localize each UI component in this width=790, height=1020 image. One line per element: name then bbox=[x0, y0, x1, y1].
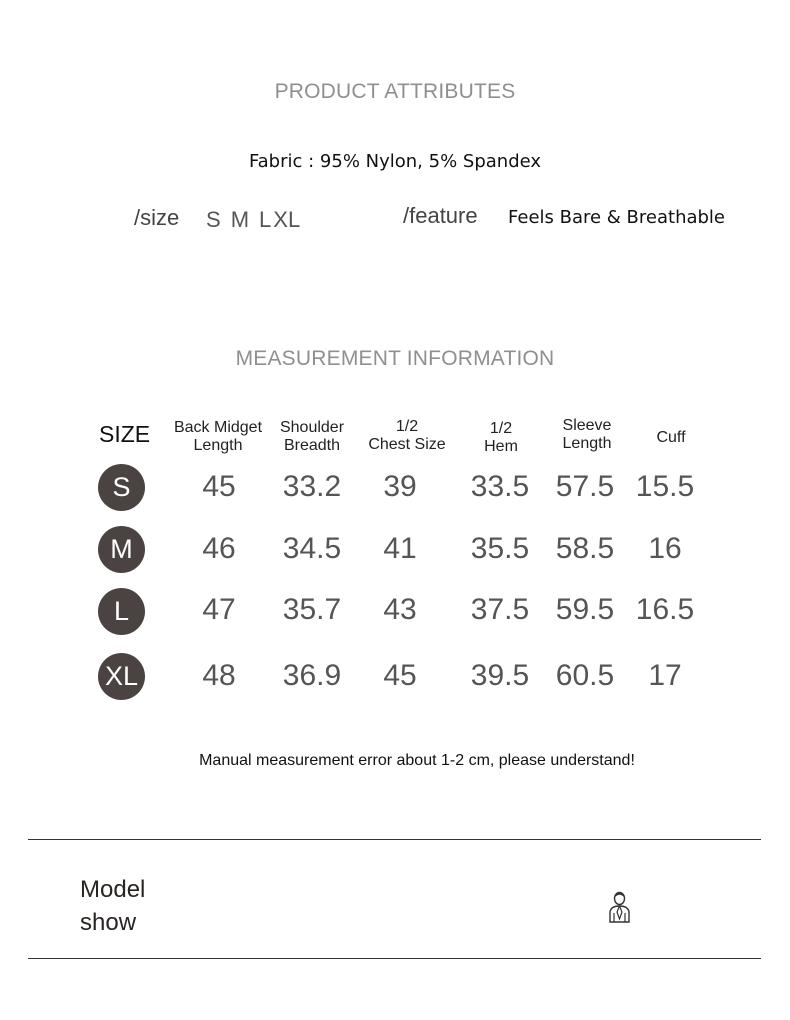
cell-s-chest: 39 bbox=[383, 470, 417, 503]
feature-value: Feels Bare & Breathable bbox=[508, 207, 726, 228]
cell-l-hem: 37.5 bbox=[470, 593, 530, 626]
column-header-line: Sleeve bbox=[562, 417, 612, 434]
cell-l-back-length: 47 bbox=[202, 593, 236, 626]
model-person-icon bbox=[607, 891, 632, 928]
cell-l-shoulder: 35.7 bbox=[282, 593, 342, 626]
column-header-line: Cuff bbox=[656, 429, 686, 446]
cell-xl-hem: 39.5 bbox=[470, 659, 530, 692]
cell-s-cuff: 15.5 bbox=[635, 470, 695, 503]
size-badge-m: M bbox=[98, 526, 145, 573]
column-header-line: Chest Size bbox=[368, 436, 446, 453]
column-header-chest bbox=[362, 418, 452, 454]
size-badge-s: S bbox=[98, 464, 145, 511]
size-value-m: M bbox=[230, 207, 250, 232]
column-header-line: Shoulder bbox=[279, 419, 345, 436]
cell-s-hem: 33.5 bbox=[470, 470, 530, 503]
column-header-back-length bbox=[165, 419, 271, 455]
measurement-note: Manual measurement error about 1-2 cm, please understand! bbox=[199, 752, 635, 769]
size-value-s: S bbox=[206, 207, 221, 232]
feature-label: /feature bbox=[403, 203, 478, 228]
column-header-line: 1/2 bbox=[395, 418, 419, 435]
size-badge-l: L bbox=[98, 588, 145, 635]
cell-xl-shoulder: 36.9 bbox=[282, 659, 342, 692]
column-header-line: Hem bbox=[484, 438, 518, 455]
divider-bottom bbox=[28, 958, 761, 959]
cell-m-shoulder: 34.5 bbox=[282, 532, 342, 565]
cell-m-hem: 35.5 bbox=[470, 532, 530, 565]
column-header-line: Length bbox=[193, 437, 243, 454]
measurement-heading: MEASUREMENT INFORMATION bbox=[235, 347, 555, 370]
column-header-sleeve bbox=[552, 417, 622, 453]
size-value-l: L bbox=[259, 207, 272, 232]
cell-xl-cuff: 17 bbox=[648, 659, 682, 692]
column-header-line: 1/2 bbox=[489, 420, 513, 437]
size-badge-xl: XL bbox=[98, 653, 145, 700]
column-header-line: Back Midget bbox=[173, 419, 263, 436]
cell-l-sleeve: 59.5 bbox=[555, 593, 615, 626]
cell-xl-back-length: 48 bbox=[202, 659, 236, 692]
model-show-title-line: show bbox=[80, 909, 137, 936]
size-column-header: SIZE bbox=[99, 421, 151, 447]
cell-xl-chest: 45 bbox=[383, 659, 417, 692]
cell-s-sleeve: 57.5 bbox=[555, 470, 615, 503]
column-header-line: Length bbox=[562, 435, 612, 452]
cell-l-cuff: 16.5 bbox=[635, 593, 695, 626]
cell-s-shoulder: 33.2 bbox=[282, 470, 342, 503]
size-value-xl: XL bbox=[273, 207, 301, 232]
cell-s-back-length: 45 bbox=[202, 470, 236, 503]
column-header-cuff bbox=[640, 429, 702, 447]
size-values bbox=[206, 207, 310, 233]
cell-m-back-length: 46 bbox=[202, 532, 236, 565]
size-label: /size bbox=[134, 205, 180, 230]
cell-m-cuff: 16 bbox=[648, 532, 682, 565]
divider-top bbox=[28, 839, 761, 840]
column-header-shoulder bbox=[270, 419, 354, 455]
fabric-composition: Fabric : 95% Nylon, 5% Spandex bbox=[248, 151, 542, 172]
model-show-title-line: Model bbox=[80, 876, 146, 903]
cell-xl-sleeve: 60.5 bbox=[555, 659, 615, 692]
cell-m-sleeve: 58.5 bbox=[555, 532, 615, 565]
cell-m-chest: 41 bbox=[383, 532, 417, 565]
cell-l-chest: 43 bbox=[383, 593, 417, 626]
column-header-line: Breadth bbox=[283, 437, 341, 454]
model-show-title bbox=[80, 873, 145, 939]
product-attributes-heading: PRODUCT ATTRIBUTES bbox=[274, 80, 516, 103]
column-header-hem bbox=[470, 420, 532, 456]
